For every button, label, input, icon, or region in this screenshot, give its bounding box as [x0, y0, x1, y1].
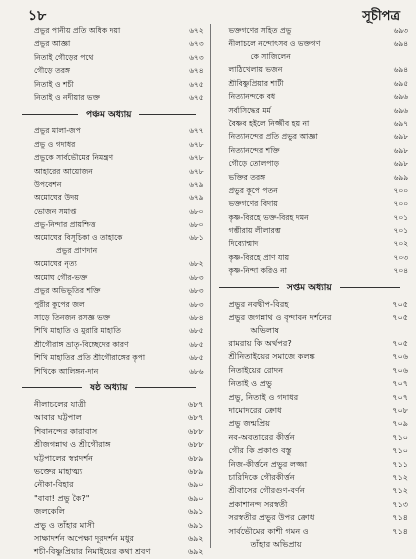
- entry-page-number: ৬৮১: [189, 233, 204, 243]
- entry-page-number: ৭০৮: [392, 405, 408, 415]
- entry-page-number: ৭০৯: [392, 419, 408, 429]
- toc-entry: [14, 257, 204, 270]
- entry-title: [229, 498, 381, 511]
- entry-title-text: নিত্যানন্দের প্রতি প্রভুর আজ্ঞা: [228, 132, 318, 142]
- entry-title-text: আহারের আয়োজন: [34, 166, 93, 176]
- entry-title-continuation: তাঁহার অভিপ্রায়: [250, 538, 302, 549]
- entry-title-text: শ্রীবিষ্ণুপ্রিয়ার শাটী: [228, 78, 284, 88]
- entry-title: [34, 138, 176, 151]
- entry-title: [34, 311, 176, 324]
- toc-entry: [219, 104, 409, 117]
- entry-title-text: নিতাইয়ের রোদন: [228, 364, 284, 375]
- entry-title: [34, 151, 176, 164]
- toc-entry: [14, 284, 204, 297]
- entry-title-text: সাক্ষাদর্শন অপেক্ষা দূরদর্শন মধুর: [34, 532, 135, 543]
- entry-title-text: "বাবা! প্রভু কৈ?": [34, 492, 90, 503]
- entry-title: [34, 64, 176, 77]
- entry-title: [229, 197, 381, 210]
- entry-page-number: ৬৭৪: [189, 66, 204, 76]
- entry-title: [229, 237, 381, 250]
- entry-page-number: ৬৭৩: [189, 52, 204, 62]
- page-header: [14, 4, 408, 24]
- entry-title: [229, 63, 381, 76]
- entry-title-text: ভক্তের মাহাত্ম্য: [34, 465, 83, 476]
- entry-title: [229, 471, 381, 484]
- entry-title-text: উপবেশন: [34, 179, 62, 189]
- toc-entry: [219, 63, 409, 76]
- entry-title-text: নীলাচলে নন্দোৎসব ও ভক্তগণ: [228, 39, 321, 49]
- toc-entry: [14, 411, 204, 424]
- entry-title-continuation: অভিলাষ: [250, 325, 280, 336]
- entry-page-number: ৭০৫: [392, 313, 408, 323]
- toc-entry: [219, 444, 409, 457]
- entry-page-number: ৭০৫: [392, 339, 408, 349]
- entry-page-number: ৬৯৬: [393, 92, 408, 102]
- entry-title-text: শিখি মাহাতির প্রতি শ্রীগৌরাঙ্গের কৃপা: [34, 353, 146, 363]
- toc-entry: [14, 91, 204, 104]
- entry-page-number: ৭১৪: [392, 526, 408, 536]
- toc-entry: [219, 484, 409, 497]
- toc-entry: [14, 205, 204, 218]
- entry-title-text: নৌকা-বিহার: [34, 479, 74, 490]
- entry-title-text: জলকেলি: [34, 506, 65, 517]
- entry-title: [34, 438, 176, 451]
- entry-title: [34, 351, 176, 364]
- entry-page-number: ৭০০: [393, 199, 408, 209]
- entry-title: [34, 545, 176, 558]
- entry-page-number: ৬৮৬: [189, 366, 204, 376]
- toc-entry: [14, 51, 204, 64]
- entry-title-text: নীলাচলের যাত্রী: [34, 398, 87, 409]
- entry-title-text: প্রকাশানন্দ সরস্বতী: [228, 498, 288, 509]
- entry-title-text: প্রভু ও তাঁহার মাসী: [34, 519, 95, 530]
- entry-page-number: ৬৯২: [187, 547, 204, 557]
- toc-entry: [14, 124, 204, 137]
- entry-title-text: নব-অবতারের কীর্ত্তন: [228, 431, 295, 442]
- entry-title: [34, 178, 176, 191]
- toc-left-column: [14, 24, 211, 557]
- entry-title-text: চারিদিকে গৌরকীর্ত্তন: [228, 471, 295, 482]
- entry-title: [34, 398, 176, 411]
- entry-page-number: ৬৭৭: [189, 126, 204, 136]
- toc-entry: [14, 519, 204, 532]
- entry-page-number: ৬৮৮: [187, 426, 204, 436]
- entry-title-text: অমোঘের বিসূচিকা ও তাহাকে: [34, 233, 123, 243]
- toc-entry: [219, 511, 409, 524]
- entry-title-text: নিতাই ও প্রভু: [228, 378, 272, 389]
- entry-title-text: ভোজন সমাপ্ত: [34, 206, 77, 216]
- entry-title: [34, 505, 176, 518]
- entry-page-number: ৭১০: [392, 446, 408, 456]
- toc-entry: [14, 24, 204, 37]
- entry-page-number: ৬৯৩: [393, 26, 408, 35]
- entry-page-number: ৭১১: [392, 459, 408, 469]
- entry-title: [34, 532, 176, 545]
- toc-entry: [219, 364, 409, 377]
- entry-title: [229, 484, 381, 497]
- toc-right-column: [211, 24, 409, 548]
- entry-title-text: ভক্তগণের বিদায়: [228, 199, 278, 209]
- entry-page-number: ৬৮৫: [189, 353, 204, 363]
- entry-page-number: ৭০৬: [392, 365, 408, 375]
- entry-page-number: ৬৭৫: [189, 79, 204, 89]
- entry-page-number: ৬৯০: [187, 493, 204, 503]
- toc-entry: [14, 64, 204, 77]
- toc-entry: [219, 251, 409, 264]
- entry-title-text: নিতাই ও নদীয়ার ভক্ত: [34, 92, 100, 102]
- entry-title: [34, 478, 176, 491]
- toc-entry: [14, 271, 204, 284]
- entry-title: [34, 37, 176, 50]
- entry-title-text: প্রভু-নিন্দার প্রায়শ্চিত্ত: [34, 220, 96, 230]
- entry-page-number: ৭০২: [393, 239, 408, 249]
- entry-page-number: ৬৮৪: [189, 313, 204, 323]
- entry-title: [229, 117, 381, 130]
- toc-entry: [219, 144, 409, 157]
- entry-page-number: ৭০১: [393, 226, 408, 236]
- entry-page-number: ৭০৬: [392, 352, 408, 362]
- toc-entry: [219, 337, 409, 350]
- entry-title-text: প্রভুর জগন্নাথ ও বৃন্দাবন দর্শনের: [228, 312, 332, 323]
- entry-title-continuation: কে সাজিলেন: [250, 52, 291, 62]
- entry-title: [229, 458, 381, 471]
- entry-page-number: ৭০৭: [392, 379, 408, 389]
- entry-page-number: ৭০০: [393, 185, 408, 195]
- toc-entry: [219, 24, 409, 37]
- entry-title: [229, 130, 381, 143]
- toc-entry: [14, 505, 204, 518]
- entry-title: [34, 452, 176, 465]
- page-number: ১৮: [28, 8, 47, 24]
- entry-title: [34, 271, 176, 284]
- entry-page-number: ৬৭৮: [189, 153, 204, 163]
- entry-page-number: ৬৯৪: [393, 39, 408, 49]
- entry-page-number: ৬৭৮: [189, 139, 204, 149]
- entry-page-number: ৬৯০: [187, 480, 204, 490]
- toc-entry: [14, 398, 204, 411]
- entry-title: [34, 411, 176, 424]
- entry-title: [229, 511, 381, 524]
- entry-page-number: ৬৮০: [189, 220, 204, 230]
- entry-title-text: কৃষ্ণ-নিন্দা করিও না: [228, 266, 287, 276]
- entry-page-number: ৬৮৯: [187, 466, 204, 476]
- entry-title-text: শিবানন্দের কারাবাস: [34, 425, 98, 436]
- entry-title-text: অমোঘের নৃত্য: [34, 259, 77, 269]
- entry-title: [229, 90, 381, 103]
- entry-title: [34, 91, 176, 104]
- entry-page-number: ৬৮৫: [189, 326, 204, 336]
- toc-entry: [14, 545, 204, 558]
- entry-page-number: ৬৯১: [187, 520, 204, 530]
- toc-entry: [14, 165, 204, 178]
- entry-title: [229, 104, 381, 117]
- toc-entry: [219, 224, 409, 237]
- entry-title: [34, 24, 176, 37]
- toc-entry: [219, 237, 409, 250]
- entry-title-text: গম্ভীরায় লীলারম্ভ: [228, 226, 281, 236]
- entry-title-continuation: প্রভুর প্রাণদান: [56, 246, 98, 256]
- entry-title-text: দিব্যোন্মাদ: [228, 239, 259, 249]
- toc-entry: [14, 218, 204, 231]
- entry-title-text: বৈষ্ণব হইলে নির্জ্জীব হয় না: [228, 118, 310, 128]
- entry-page-number: ৬৯৬: [393, 105, 408, 115]
- toc-entry: [219, 311, 409, 337]
- entry-title: [229, 404, 381, 417]
- entry-title-text: গৌড়ে তোলপাড়: [228, 159, 280, 169]
- entry-title-text: প্রভুর আজ্ঞা: [34, 39, 71, 49]
- entry-title: [229, 431, 381, 444]
- entry-page-number: ৬৮৭: [187, 413, 204, 423]
- entry-title: [34, 338, 176, 351]
- entry-title-text: সাড়ে তিনজন রসজ্ঞ ভক্ত: [34, 313, 111, 323]
- toc-entry: [14, 324, 204, 337]
- entry-title-text: প্রভুর অভিভূতির শক্তি: [34, 286, 101, 296]
- entry-page-number: ৬৯৫: [393, 78, 408, 88]
- entry-title: [229, 377, 381, 390]
- entry-title: [34, 284, 176, 297]
- entry-title: [34, 365, 176, 378]
- toc-entry: [219, 171, 409, 184]
- toc-entry: [14, 465, 204, 478]
- toc-entry: [14, 151, 204, 164]
- entry-page-number: ৬৭৩: [189, 39, 204, 49]
- entry-title-text: শ্রীগৌরাঙ্গ ভ্রাতৃ-বিচ্ছেদের কারণ: [34, 339, 129, 349]
- entry-title-text: নিতাই ও শচী: [34, 79, 74, 89]
- entry-title-text: প্রভু জন্মপ্রিয়: [228, 418, 271, 429]
- chapter-heading-7: সপ্তম অধ্যায়: [211, 279, 409, 297]
- entry-title: [34, 205, 176, 218]
- toc-entry: [219, 184, 409, 197]
- entry-page-number: ৬৯৪: [393, 65, 408, 75]
- entry-title-text: শ্রীনিতাইয়ের সমাজে কলঙ্ক: [228, 351, 315, 362]
- entry-title: [229, 24, 381, 37]
- entry-page-number: ৬৭৮: [189, 166, 204, 176]
- toc-entry: [219, 37, 409, 63]
- entry-title-text: দামোদরের ক্রোধ: [228, 404, 282, 415]
- toc-entry: [14, 338, 204, 351]
- entry-title: [34, 492, 176, 505]
- entry-title-text: শ্রীবাসের গৌরগুণ-বর্ণন: [228, 485, 305, 496]
- entry-title: [229, 251, 381, 264]
- toc-entry: [14, 231, 204, 257]
- toc-entry: [219, 391, 409, 404]
- toc-entry: [14, 178, 204, 191]
- entry-title: [229, 37, 381, 63]
- entry-page-number: ৬৯৯: [393, 172, 408, 182]
- entry-title: [229, 364, 381, 377]
- entry-page-number: ৬৭৯: [189, 179, 204, 189]
- entry-page-number: ৬৮৫: [189, 339, 204, 349]
- toc-entry: [219, 458, 409, 471]
- entry-title: [34, 124, 176, 137]
- entry-page-number: ৬৮৩: [189, 286, 204, 296]
- toc-entry: [219, 77, 409, 90]
- entry-title: [229, 171, 381, 184]
- entry-page-number: ৭১৩: [392, 499, 408, 509]
- entry-title-text: নিজ-কীর্ত্তনে প্রভুর লজ্জা: [228, 458, 308, 469]
- chapter-heading-6: ষষ্ঠ অধ্যায়: [14, 379, 204, 397]
- entry-title: [34, 218, 176, 231]
- toc-entry: [219, 350, 409, 363]
- entry-title-text: সার্বভৌমের কাশী গমন ও: [228, 525, 309, 536]
- entry-page-number: ৭১২: [392, 486, 408, 496]
- entry-page-number: ৬৮২: [189, 259, 204, 269]
- entry-title-text: শচী-বিষ্ণুপ্রিয়ার নিমাইয়ের কথা শ্রবণ: [34, 546, 151, 557]
- entry-title: [34, 165, 176, 178]
- entry-title-text: প্রভু ও গদাধর: [34, 139, 76, 149]
- toc-entry: [219, 157, 409, 170]
- entry-title-text: গৌর কি প্রকাণ্ড বস্তু: [228, 445, 292, 456]
- entry-title: [229, 417, 381, 430]
- entry-title: [229, 211, 381, 224]
- entry-title-text: শ্রীজগন্নাথ ও শ্রীগৌরাঙ্গ: [34, 439, 111, 450]
- entry-title: [34, 465, 176, 478]
- toc-entry: [14, 532, 204, 545]
- entry-page-number: ৬৯৭: [393, 118, 408, 128]
- entry-title-text: আবার ঘট্টপাল: [34, 412, 82, 423]
- entry-title-text: গৌড়ে তরঙ্গ: [34, 66, 71, 76]
- entry-page-number: ৬৮৩: [189, 272, 204, 282]
- entry-page-number: ৬৮৮: [187, 440, 204, 450]
- entry-title-text: কৃষ্ণ-বিরহে প্রাণ যায়: [228, 252, 290, 262]
- entry-page-number: ৬৮০: [189, 206, 204, 216]
- entry-title-text: অমোঘের উদয়: [34, 193, 79, 203]
- toc-entry: [219, 471, 409, 484]
- entry-page-number: ৭০৪: [393, 266, 408, 276]
- entry-title: [229, 77, 381, 90]
- entry-title: [34, 257, 176, 270]
- toc-entry: [219, 525, 409, 551]
- entry-title-text: ঘট্টপালের স্বপ্নদর্শন: [34, 452, 94, 463]
- entry-title-text: কৃষ্ণ-বিরহে ভক্ত-বিরহ দমন: [228, 212, 309, 222]
- entry-title-text: নিত্যানন্দের শক্তি: [228, 145, 280, 155]
- entry-page-number: ৭১২: [392, 472, 408, 482]
- chapter-heading-5: পঞ্চম অধ্যায়: [14, 105, 204, 123]
- toc-entry: [14, 438, 204, 451]
- toc-entry: [219, 431, 409, 444]
- entry-page-number: ৬৮৩: [189, 299, 204, 309]
- toc-entry: [219, 264, 409, 277]
- entry-title-text: ভক্তগণের সহিত প্রভু: [228, 26, 292, 35]
- entry-title: [34, 425, 176, 438]
- entry-title: [229, 525, 381, 551]
- entry-page-number: ৭১৪: [392, 513, 408, 523]
- entry-title: [34, 191, 176, 204]
- toc-entry: [14, 191, 204, 204]
- entry-page-number: ৬৯৮: [393, 132, 408, 142]
- entry-title: [34, 298, 176, 311]
- toc-entry: [219, 130, 409, 143]
- toc-entry: [219, 498, 409, 511]
- entry-title: [229, 184, 381, 197]
- entry-title: [229, 224, 381, 237]
- entry-page-number: ৭১০: [392, 432, 408, 442]
- entry-title-text: সরস্বতীর প্রভুর উপর ক্রোধ: [228, 512, 315, 523]
- entry-page-number: ৬৯৮: [393, 159, 408, 169]
- entry-title: [229, 444, 381, 457]
- toc-entry: [14, 365, 204, 378]
- toc-entry: [14, 37, 204, 50]
- entry-title: [229, 157, 381, 170]
- toc-entry: [219, 417, 409, 430]
- entry-page-number: ৭০৭: [392, 392, 408, 402]
- toc-entry: [14, 311, 204, 324]
- entry-title-text: শিখি মাহাতি ও মুরারি মাহাতি: [34, 326, 121, 336]
- toc-entry: [14, 138, 204, 151]
- toc-entry: [219, 211, 409, 224]
- toc-entry: [14, 298, 204, 311]
- entry-page-number: ৬৭৯: [189, 193, 204, 203]
- entry-title: [229, 391, 381, 404]
- toc-entry: [14, 351, 204, 364]
- entry-title-text: রামরায় কি অর্থপর?: [228, 338, 292, 349]
- entry-title: [34, 78, 176, 91]
- entry-title-text: প্রভুকে সার্বভৌমের নিমন্ত্রণ: [34, 153, 114, 163]
- toc-entry: [14, 478, 204, 491]
- entry-title-text: পুরীর কুপের জল: [34, 299, 85, 309]
- entry-title: [229, 337, 381, 350]
- toc-entry: [219, 117, 409, 130]
- entry-title-text: প্রভুর কূপে পতন: [228, 185, 278, 195]
- entry-title: [229, 298, 381, 311]
- entry-page-number: ৬৯১: [187, 507, 204, 517]
- entry-title-text: নিতাই গৌড়ের পথে: [34, 52, 94, 62]
- entry-title-text: নিত্যানন্দকে বধ: [228, 92, 276, 102]
- toc-entry: [219, 197, 409, 210]
- toc-entry: [219, 298, 409, 311]
- toc-entry: [14, 78, 204, 91]
- toc-entry: [219, 404, 409, 417]
- entry-title: [229, 350, 381, 363]
- entry-page-number: ৬৭৫: [189, 92, 204, 102]
- entry-page-number: ৬৮৭: [187, 399, 204, 409]
- entry-page-number: ৭০৩: [393, 252, 408, 262]
- entry-title: [34, 324, 176, 337]
- toc-columns: [14, 24, 408, 557]
- entry-page-number: ৬৮৯: [187, 453, 204, 463]
- entry-title: [229, 264, 381, 277]
- running-title: সূচীপত্র: [362, 9, 400, 24]
- entry-title: [34, 231, 176, 257]
- entry-page-number: ৭০৫: [392, 299, 408, 309]
- entry-page-number: ৬৯২: [187, 533, 204, 543]
- entry-title-text: প্রভুর মালা-জপ: [34, 126, 81, 136]
- entry-title-text: প্রভুর পানীয় প্রতি অধিক দয়া: [34, 26, 121, 35]
- toc-entry: [14, 452, 204, 465]
- entry-title-text: সর্বাসিদ্ধের মর্ম: [228, 105, 271, 115]
- toc-entry: [14, 492, 204, 505]
- toc-entry: [219, 377, 409, 390]
- toc-entry: [14, 425, 204, 438]
- entry-page-number: ৭০১: [393, 212, 408, 222]
- entry-title-text: ভক্তির তরঙ্গ: [228, 172, 266, 182]
- toc-entry: [219, 90, 409, 103]
- entry-title-text: শিখিকে আলিঙ্গন-দান: [34, 366, 99, 376]
- entry-title-text: প্রভু, নিতাই ও গদাধর: [228, 391, 299, 402]
- entry-title: [34, 51, 176, 64]
- entry-page-number: ৬৭২: [189, 26, 204, 35]
- entry-title-text: লাঠিখেলায় ভজন: [228, 65, 283, 75]
- entry-title: [34, 519, 176, 532]
- entry-title-text: অমোঘ গৌর-ভক্ত: [34, 272, 88, 282]
- entry-title-text: প্রভুর নবদ্বীপ-বিরহ: [228, 298, 289, 309]
- entry-title: [229, 311, 381, 337]
- entry-title: [229, 144, 381, 157]
- entry-page-number: ৬৯৮: [393, 145, 408, 155]
